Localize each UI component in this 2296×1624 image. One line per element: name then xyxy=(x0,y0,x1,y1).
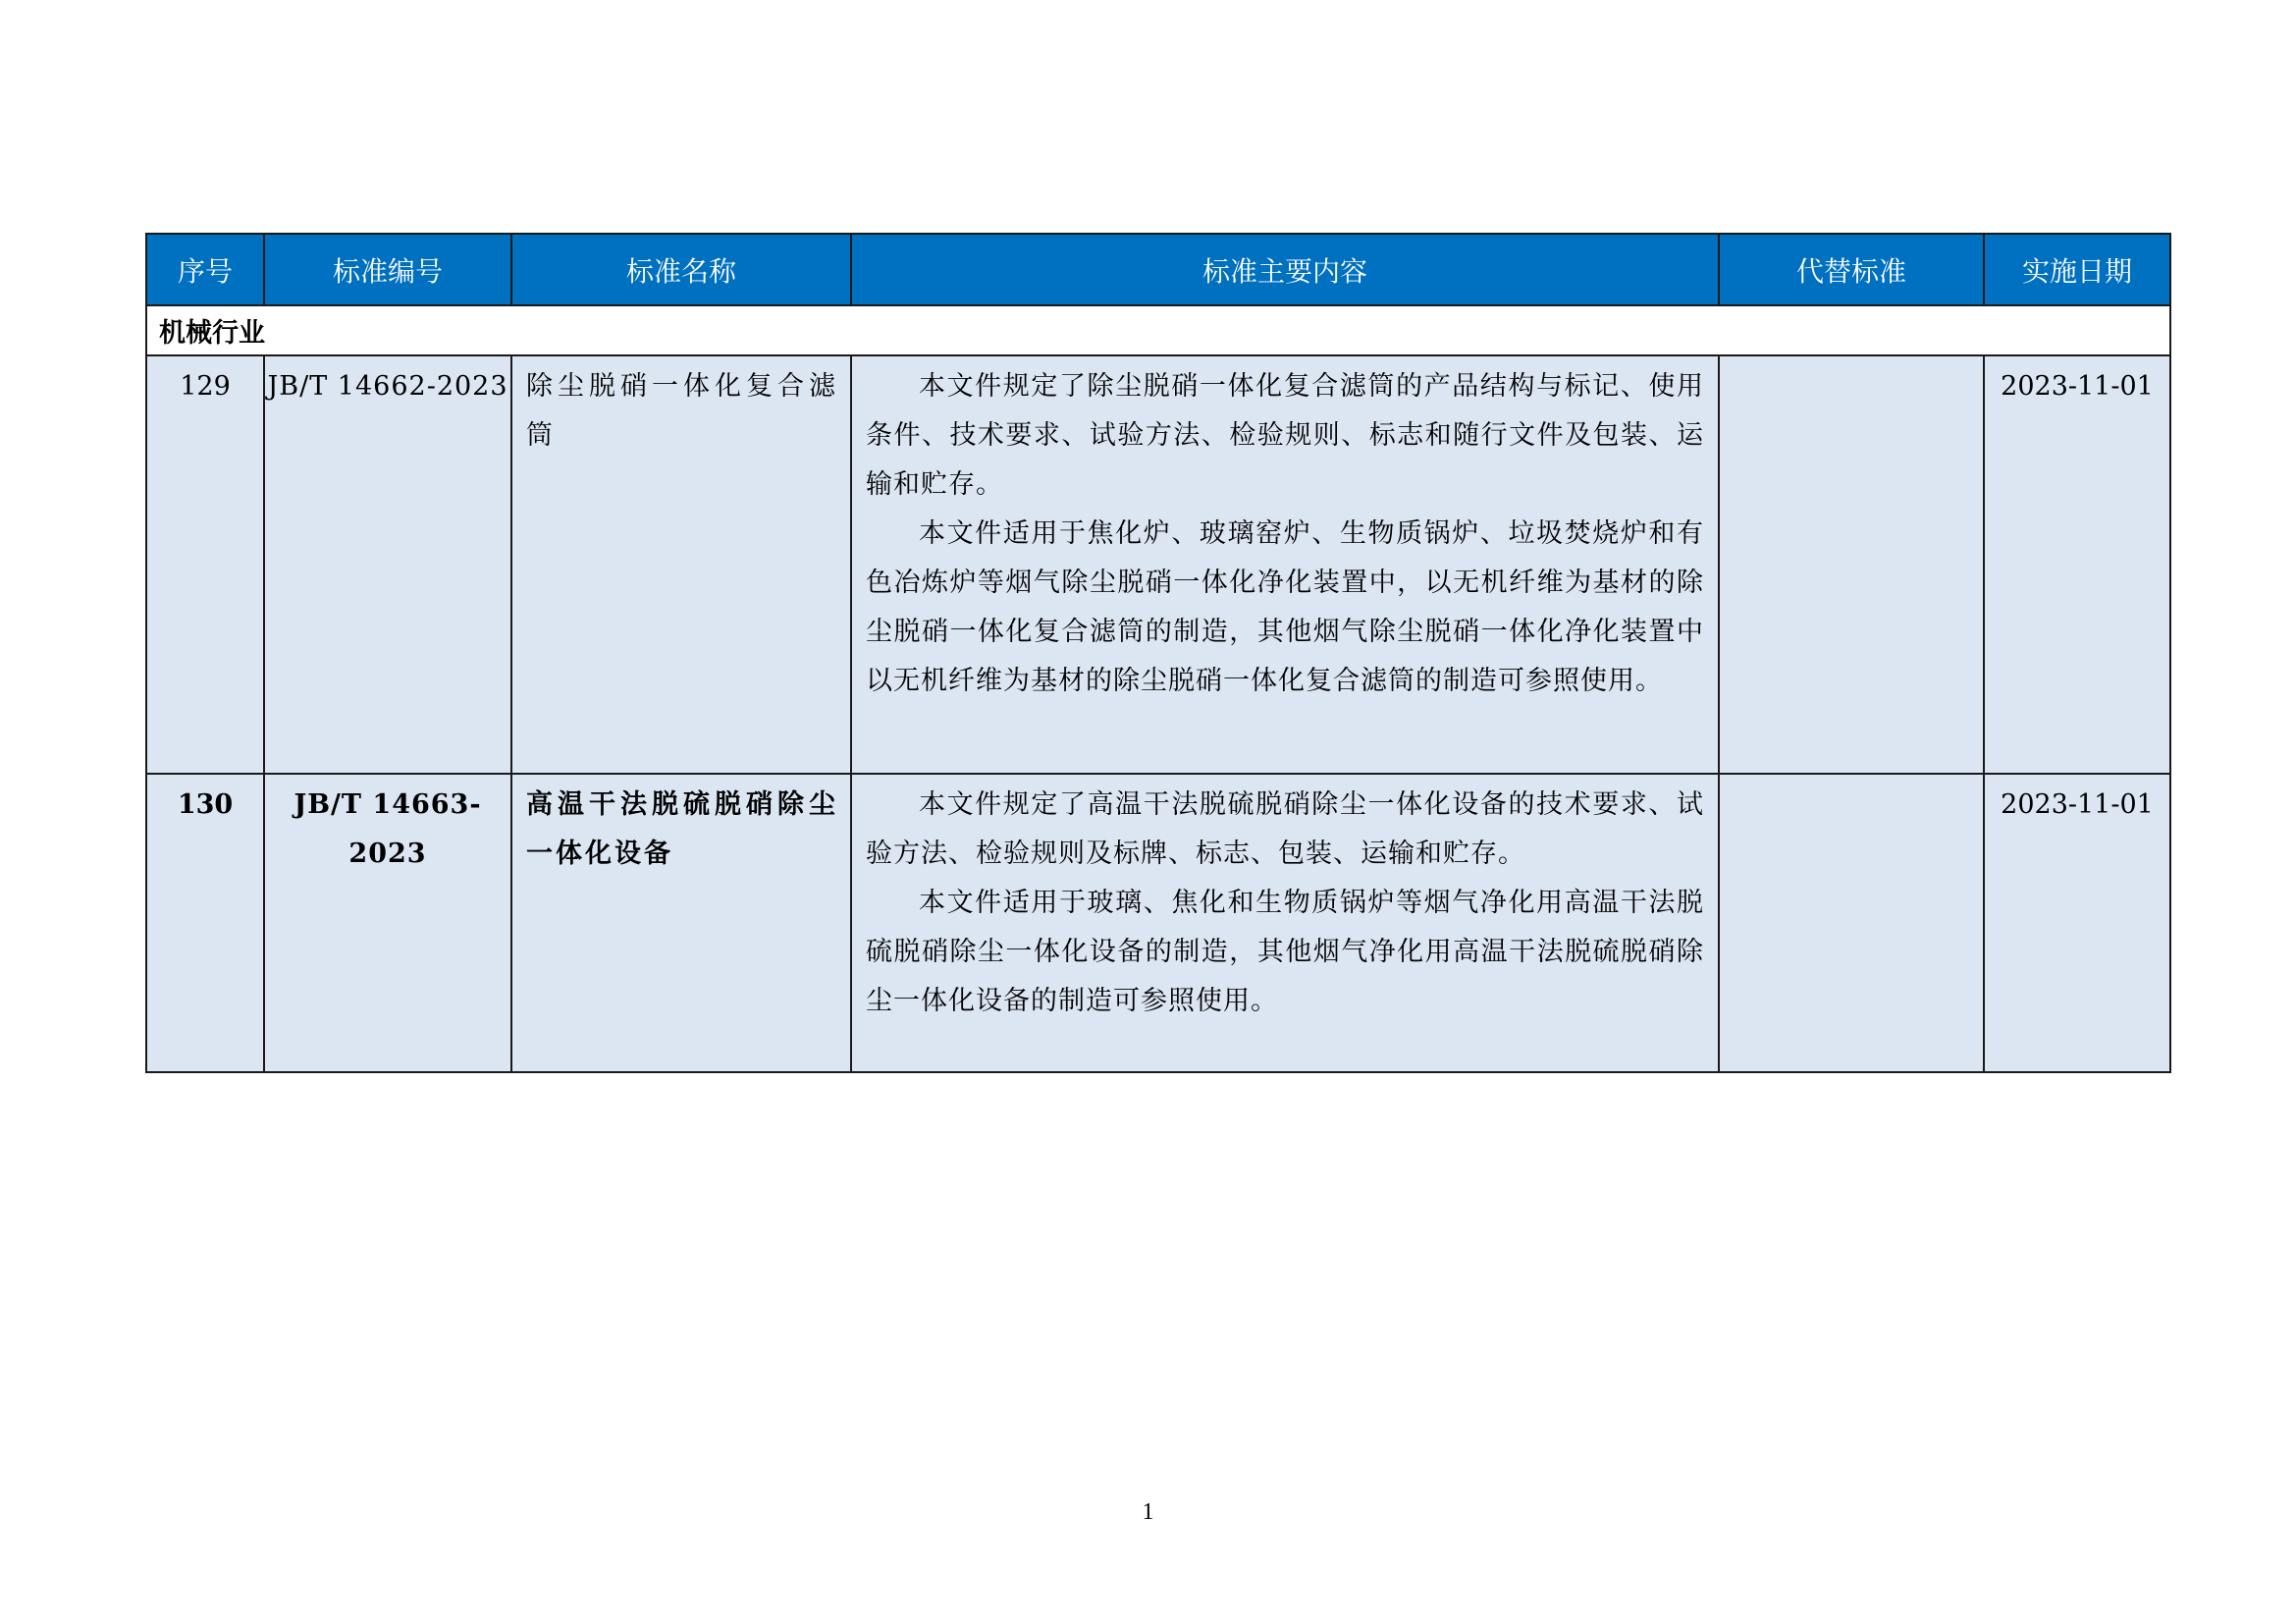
content-paragraph: 本文件适用于玻璃、焦化和生物质锅炉等烟气净化用高温干法脱硫脱硝除尘一体化设备的制造，其他烟气净化用高温干法脱硫脱硝除尘一体化设备的制造可参照使用。 xyxy=(866,888,1704,1016)
cell-date: 2023-11-01 xyxy=(1984,774,2170,1072)
header-seq: 序号 xyxy=(146,234,264,305)
header-code: 标准编号 xyxy=(264,234,511,305)
cell-replaces xyxy=(1719,355,1984,774)
cell-standard-name: 除尘脱硝一体化复合滤筒 xyxy=(511,355,851,774)
cell-date: 2023-11-01 xyxy=(1984,355,2170,774)
header-date: 实施日期 xyxy=(1984,234,2170,305)
table-row xyxy=(146,355,2170,774)
table-row xyxy=(146,774,2170,1072)
content-paragraph: 本文件规定了除尘脱硝一体化复合滤筒的产品结构与标记、使用条件、技术要求、试验方法、检验规则、标志和随行文件及包装、运输和贮存。 xyxy=(866,371,1704,500)
cell-standard-code: JB/T 14663-2023 xyxy=(264,774,511,1072)
cell-main-content xyxy=(851,774,1719,1072)
section-title: 机械行业 xyxy=(146,305,2170,355)
cell-main-content xyxy=(851,355,1719,774)
cell-seq: 130 xyxy=(146,774,264,1072)
content-paragraph: 本文件规定了高温干法脱硫脱硝除尘一体化设备的技术要求、试验方法、检验规则及标牌、标志、包装、运输和贮存。 xyxy=(866,789,1704,869)
cell-standard-code: JB/T 14662-2023 xyxy=(264,355,511,774)
table-header-row xyxy=(146,234,2170,305)
cell-standard-name: 高温干法脱硫脱硝除尘一体化设备 xyxy=(511,774,851,1072)
cell-seq: 129 xyxy=(146,355,264,774)
cell-replaces xyxy=(1719,774,1984,1072)
header-replaces: 代替标准 xyxy=(1719,234,1984,305)
page-number: 1 xyxy=(1142,1499,1154,1525)
header-content: 标准主要内容 xyxy=(851,234,1719,305)
content-paragraph: 本文件适用于焦化炉、玻璃窑炉、生物质锅炉、垃圾焚烧炉和有色冶炼炉等烟气除尘脱硝一体化净化装置中，以无机纤维为基材的除尘脱硝一体化复合滤筒的制造，其他烟气除尘脱硝一体化净化装置中以无机纤维为基材的除尘脱硝一体化复合滤筒的制造可参照使用。 xyxy=(866,518,1704,696)
header-name: 标准名称 xyxy=(511,234,851,305)
section-row xyxy=(146,305,2170,355)
standards-table xyxy=(145,233,2171,1073)
